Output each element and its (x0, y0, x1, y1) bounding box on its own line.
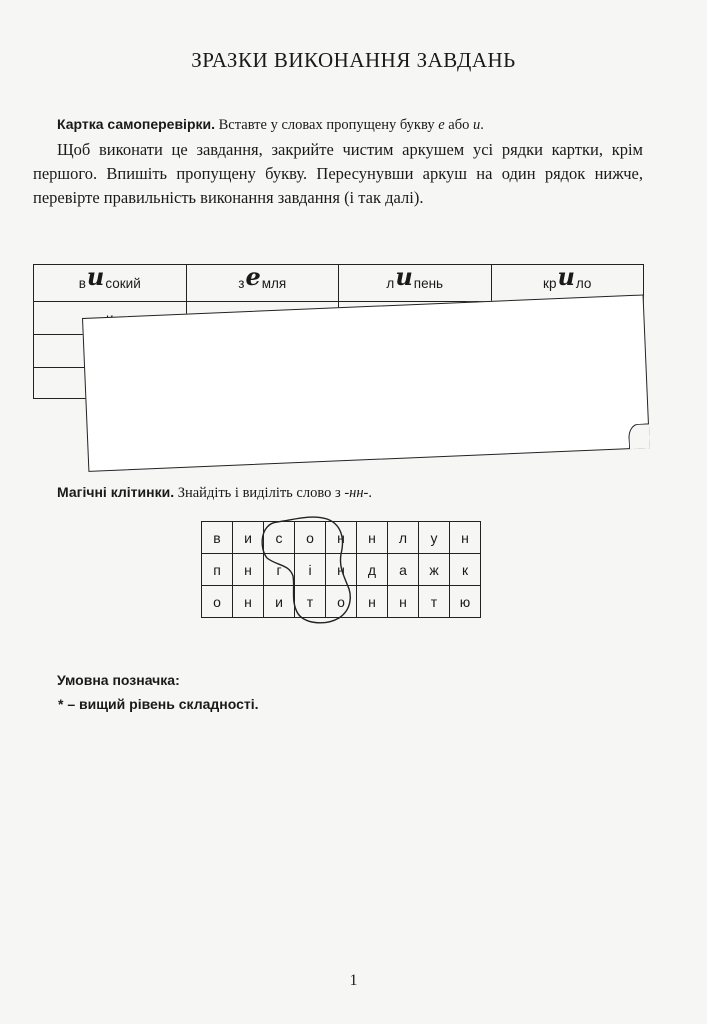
grid-cell[interactable]: и (264, 586, 295, 618)
page-curl-icon (628, 423, 650, 449)
grid-cell[interactable]: и (233, 522, 264, 554)
card-cell: крило (491, 265, 644, 302)
grid-cell[interactable]: о (295, 522, 326, 554)
task-self-check-heading (57, 116, 484, 134)
grid-cell[interactable]: н (357, 522, 388, 554)
grid-cell[interactable]: у (419, 522, 450, 554)
task-magic-cells-heading (57, 484, 372, 502)
letter-e: е (438, 117, 445, 133)
card-cell: земля (186, 265, 339, 302)
grid-cell[interactable]: в (202, 522, 233, 554)
grid-cell[interactable]: к (450, 554, 481, 586)
task-instruction: Вставте у словах пропущену букву (215, 117, 435, 133)
grid-cell[interactable]: т (295, 586, 326, 618)
grid-cell[interactable]: н (326, 522, 357, 554)
grid-cell[interactable]: л (388, 522, 419, 554)
grid-cell[interactable]: п (202, 554, 233, 586)
grid-cell[interactable]: а (388, 554, 419, 586)
selection-loop-path (262, 517, 350, 623)
legend-heading: Умовна позначка: (57, 672, 180, 688)
legend-line: * – вищий рівень складності. (58, 696, 259, 712)
bleed-through-text (30, 205, 677, 249)
grid-cell[interactable]: н (326, 554, 357, 586)
word-selection-loop (255, 514, 365, 629)
task-label: Картка самоперевірки. (57, 116, 216, 132)
card-cell: липень (339, 265, 492, 302)
handwritten-letter: и (86, 262, 105, 291)
grid-cell[interactable]: н (388, 586, 419, 618)
grid-cell[interactable]: н (233, 554, 264, 586)
grid-cell[interactable]: т (419, 586, 450, 618)
card-row (34, 265, 644, 302)
page-number: 1 (349, 972, 358, 989)
grid-cell[interactable]: н (233, 586, 264, 618)
task-instruction: Знайдіть і виділіть слово з (174, 485, 345, 501)
grid-cell[interactable]: ж (419, 554, 450, 586)
grid-cell[interactable]: і (295, 554, 326, 586)
grid-cell[interactable]: с (264, 522, 295, 554)
task-paragraph: Щоб виконати це завдання, закрийте чистим аркушем усі рядки картки, крім першого. Впишіть пропущену букву. Пересунувши аркуш на один рядок нижче, перевірте правильність виконання завдання (і так далі). (33, 140, 643, 207)
grid-cell[interactable]: н (450, 522, 481, 554)
suffix: -нн- (344, 485, 369, 501)
period: . (480, 117, 484, 133)
grid-cell[interactable]: н (357, 586, 388, 618)
handwritten-letter: е (245, 262, 261, 291)
or-word: або (444, 117, 473, 133)
card-cell: високий (34, 265, 187, 302)
grid-cell[interactable]: г (264, 554, 295, 586)
period: . (368, 485, 372, 501)
page-title: ЗРАЗКИ ВИКОНАННЯ ЗАВДАНЬ (191, 48, 516, 72)
handwritten-letter: и (557, 262, 575, 291)
handwritten-letter: и (395, 262, 413, 291)
covering-sheet[interactable] (82, 294, 650, 471)
grid-cell[interactable]: о (202, 586, 233, 618)
grid-cell[interactable]: ю (450, 586, 481, 618)
grid-cell[interactable]: д (357, 554, 388, 586)
task-label: Магічні клітинки. (57, 484, 175, 500)
letter-y: и (472, 117, 481, 133)
grid-cell[interactable]: о (326, 586, 357, 618)
